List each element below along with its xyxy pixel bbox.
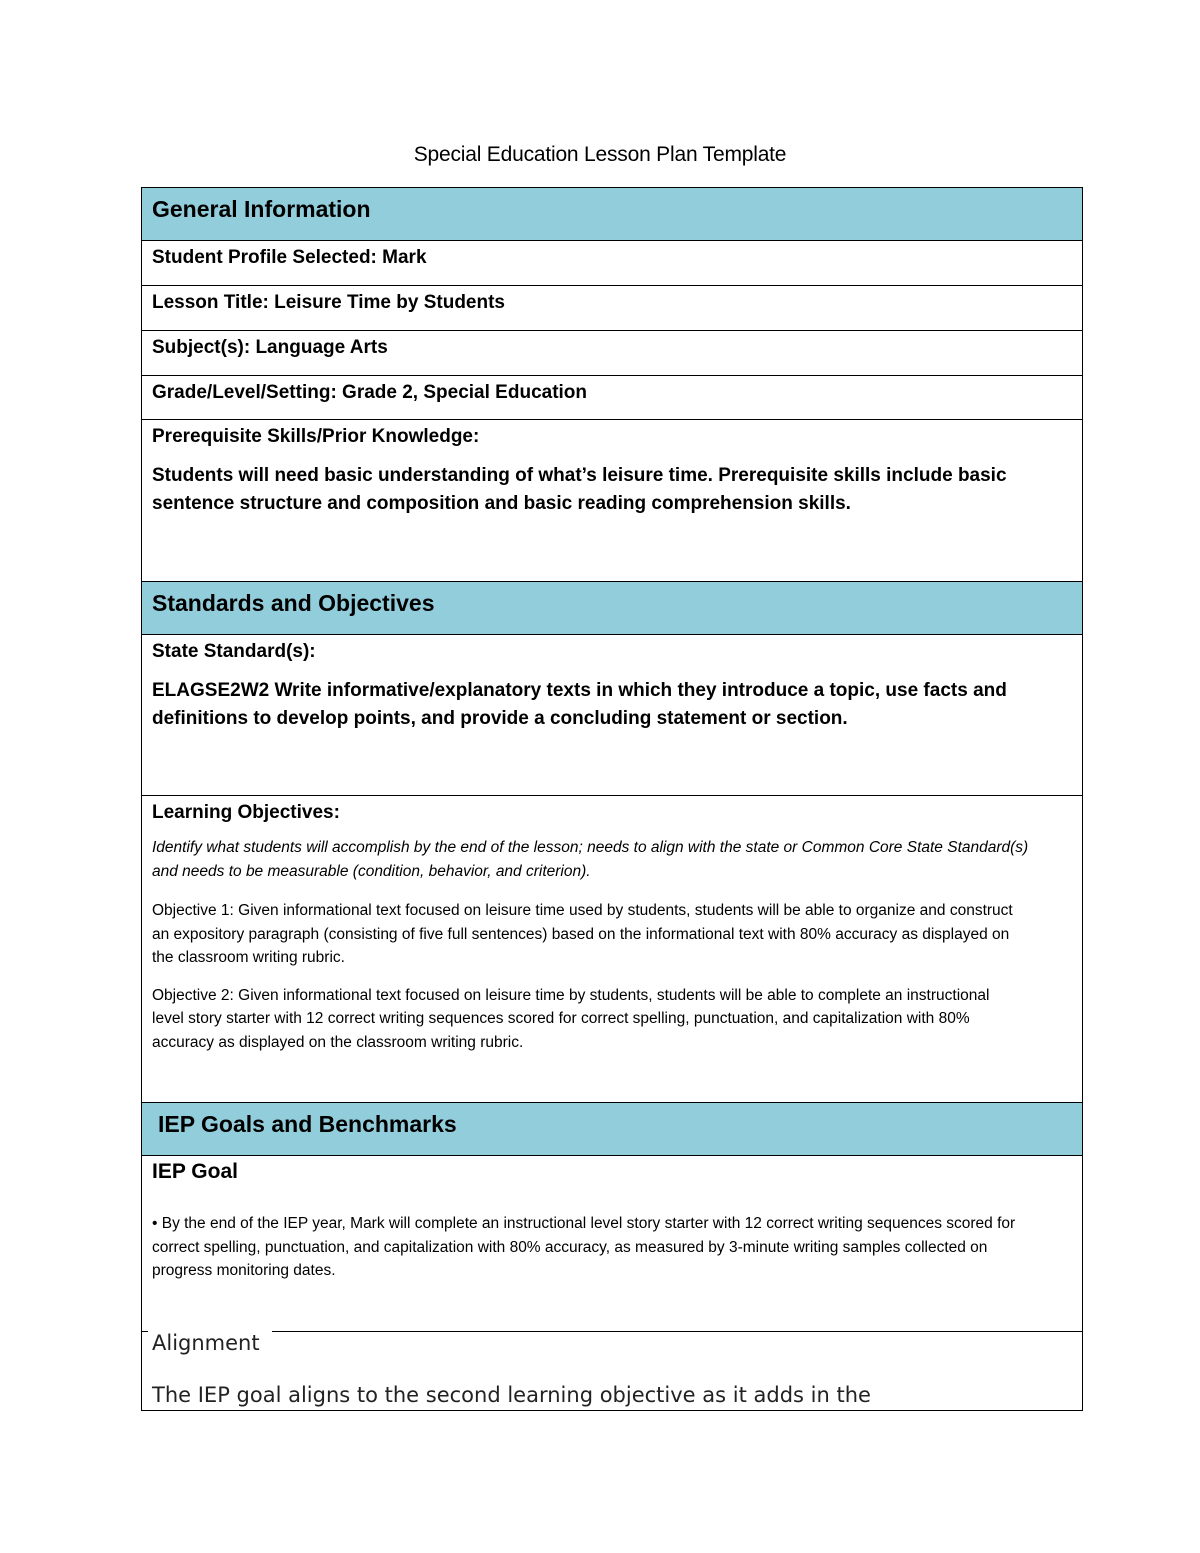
iep-goal-field [142, 1155, 1082, 1331]
subjects-field: Subject(s): Language Arts [142, 330, 1082, 375]
alignment-label: Alignment [152, 1331, 260, 1355]
iep-goal-line: correct spelling, punctuation, and capitalization with 80% accuracy, as measured by 3-minute writing samples collected on [152, 1238, 988, 1256]
objective-line: an expository paragraph (consisting of five full sentences) based on the informational text with 80% accuracy as displayed on [152, 925, 1010, 943]
learning-objectives-field [142, 795, 1082, 1102]
objective-line: accuracy as displayed on the classroom writing rubric. [152, 1033, 524, 1051]
iep-goal-line: • By the end of the IEP year, Mark will complete an instructional level story starter with 12 correct writing sequences scored for [152, 1215, 1016, 1232]
iep-goal-label: IEP Goal [152, 1160, 238, 1183]
state-standards-label: State Standard(s): [152, 641, 316, 662]
prerequisite-label: Prerequisite Skills/Prior Knowledge: [152, 426, 480, 447]
document-title: Special Education Lesson Plan Template [413, 143, 787, 166]
iep-goal-line: progress monitoring dates. [152, 1262, 336, 1279]
objective-line: Objective 2: Given informational text focused on leisure time by students, students will be able to complete an instructional [152, 986, 990, 1004]
student-profile-field: Student Profile Selected: Mark [142, 240, 1082, 285]
learning-objectives-label: Learning Objectives: [152, 802, 340, 823]
alignment-field [142, 1331, 1082, 1411]
state-standard-line: ELAGSE2W2 Write informative/explanatory texts in which they introduce a topic, use facts and [152, 680, 1007, 701]
prerequisite-line: sentence structure and composition and basic reading comprehension skills. [152, 493, 851, 514]
iep-goal-text [152, 1212, 1072, 1283]
objectives-instructions [152, 836, 1072, 883]
alignment-border-tick [142, 1331, 148, 1344]
grade-level-field: Grade/Level/Setting: Grade 2, Special Education [142, 375, 1082, 419]
objective-line: Objective 1: Given informational text focused on leisure time used by students, students will be able to organize and construct [152, 902, 1013, 919]
state-standards-text [152, 677, 1072, 733]
objective-1 [152, 899, 1072, 970]
instruction-line: Identify what students will accomplish by the end of the lesson; needs to align with the state or Common Core State Standard(s) [152, 839, 1029, 856]
prerequisite-text [152, 462, 1072, 518]
objective-line: level story starter with 12 correct writing sequences scored for correct spelling, punctuation, and capitalization with 80% [152, 1010, 970, 1027]
prerequisite-skills-field [142, 419, 1082, 581]
general-information-header: General Information [142, 187, 1082, 240]
alignment-text: The IEP goal aligns to the second learning objective as it adds in the [152, 1383, 871, 1407]
instruction-line: and needs to be measurable (condition, behavior, and criterion). [152, 862, 591, 880]
objective-line: the classroom writing rubric. [152, 949, 345, 966]
alignment-border-line [272, 1331, 1082, 1332]
lesson-title-field: Lesson Title: Leisure Time by Students [142, 285, 1082, 330]
iep-goals-header: IEP Goals and Benchmarks [142, 1102, 1082, 1155]
state-standard-line: definitions to develop points, and provide a concluding statement or section. [152, 708, 848, 729]
standards-objectives-header: Standards and Objectives [142, 581, 1082, 634]
prerequisite-line: Students will need basic understanding of what’s leisure time. Prerequisite skills include basic [152, 465, 1007, 486]
objective-2 [152, 984, 1072, 1055]
state-standards-field [142, 634, 1082, 795]
lesson-plan-table [141, 187, 1083, 1411]
